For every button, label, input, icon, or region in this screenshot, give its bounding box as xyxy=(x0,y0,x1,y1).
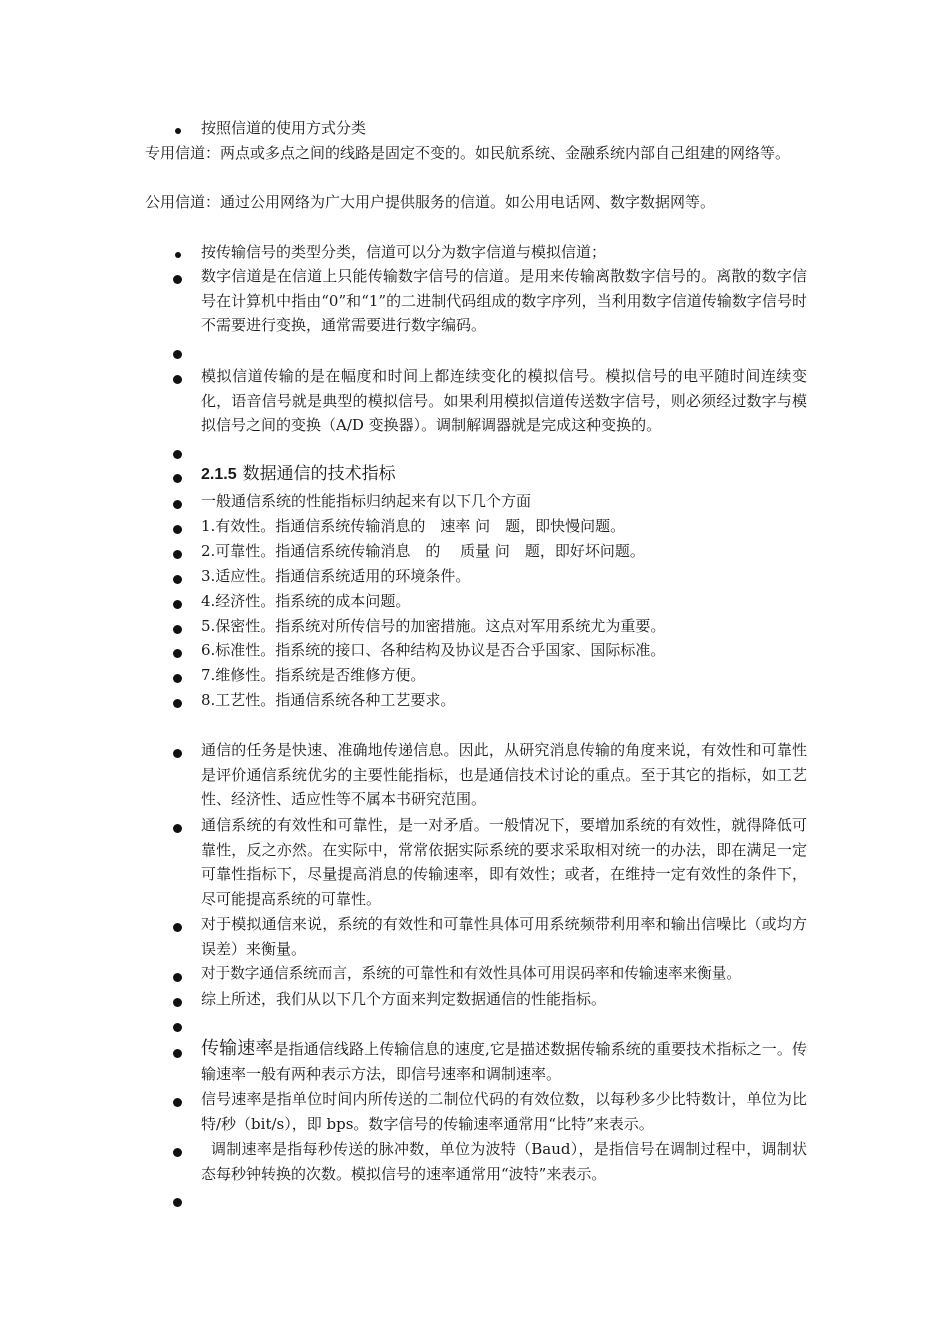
list-item xyxy=(0,688,950,713)
bullet-icon xyxy=(173,375,182,384)
heading-number: 2.1.5 xyxy=(201,466,237,483)
indicator-item: 3.适应性。指通信系统适用的环境条件。 xyxy=(201,567,471,585)
bullet-icon xyxy=(173,525,182,534)
signal-type-text: 按传输信号的类型分类，信道可以分为数字信道与模拟信道； xyxy=(201,243,607,261)
bullet-icon xyxy=(173,500,182,509)
list-item xyxy=(0,264,950,339)
list-item xyxy=(0,539,950,564)
bullet-icon xyxy=(173,575,182,584)
list-item xyxy=(0,912,950,962)
bullet-icon xyxy=(173,649,182,658)
bullet-icon xyxy=(173,275,182,284)
bullet-icon xyxy=(173,1023,182,1032)
analog-channel-text: 模拟信道传输的是在幅度和时间上都连续变化的模拟信号。模拟信号的电平随时间连续变化，语音信号就是典型的模拟信号。如果利用模拟信道传送数字信号，则必须经过数字与模拟信号之间的变换（A/D 变换器）。调制解调器就是完成这种变换的。 xyxy=(201,367,807,434)
bullet-icon xyxy=(175,252,181,258)
bullet-icon xyxy=(175,128,181,134)
discussion-paragraph: 通信的任务是快速、准确地传递信息。因此，从研究消息传输的角度来说，有效性和可靠性是评价通信系统优劣的主要性能指标，也是通信技术讨论的重点。至于其它的指标，如工艺性、经济性、适应性等不属本书研究范围。 xyxy=(201,741,807,808)
indicators-intro: 一般通信系统的性能指标归纳起来有以下几个方面 xyxy=(201,492,532,510)
list-item xyxy=(0,564,950,589)
indicator-item: 4.经济性。指系统的成本问题。 xyxy=(201,592,411,610)
list-item xyxy=(0,489,950,514)
bullet-icon xyxy=(173,350,182,359)
bullet-icon xyxy=(173,1198,182,1207)
digital-channel-text: 数字信道是在信道上只能传输数字信号的信道。是用来传输离散数字信号的。离散的数字信号在计算机中指由“0”和“1”的二进制代码组成的数字序列，当利用数字信道传输数字信号时不需要进行变换，通常需要进行数字编码。 xyxy=(201,267,807,334)
list-item xyxy=(0,962,950,987)
paragraph-dedicated-channel: 专用信道：两点或多点之间的线路是固定不变的。如民航系统、金融系统内部自己组建的网络等。 xyxy=(145,144,791,162)
bullet-icon xyxy=(173,699,182,708)
list-item xyxy=(0,663,950,688)
bullet-icon xyxy=(173,1148,182,1157)
bullet-icon xyxy=(173,1098,182,1107)
indicator-item: 2.可靠性。指通信系统传输消息 的 质量 问 题，即好坏问题。 xyxy=(201,542,645,560)
bullet-icon xyxy=(173,625,182,634)
section-heading xyxy=(0,462,950,488)
list-item xyxy=(0,614,950,639)
heading-title: 数据通信的技术指标 xyxy=(242,464,396,484)
empty-list-item xyxy=(0,439,950,464)
heading-line xyxy=(201,462,807,488)
empty-list-item xyxy=(0,1187,950,1212)
bullet-title: 按照信道的使用方式分类 xyxy=(201,119,367,137)
discussion-paragraph: 对于数字通信系统而言，系统的可靠性和有效性具体可用误码率和传输速率来衡量。 xyxy=(201,965,741,982)
list-item xyxy=(0,1087,950,1137)
modulation-rate-text: 调制速率是指每秒传送的脉冲数，单位为波特（Baud），是指信号在调制过程中，调制状态每秒钟转换的次数。模拟信号的速率通常用“波特”来表示。 xyxy=(201,1140,807,1183)
bullet-icon xyxy=(173,749,182,758)
bullet-icon xyxy=(173,998,182,1007)
list-item xyxy=(0,240,950,265)
bullet-icon xyxy=(173,450,182,459)
empty-list-item xyxy=(0,339,950,364)
list-item xyxy=(0,987,950,1012)
bullet-icon xyxy=(173,973,182,982)
bullet-icon xyxy=(173,550,182,559)
list-item xyxy=(0,638,950,663)
indicator-item: 5.保密性。指系统对所传信号的加密措施。这点对军用系统尤为重要。 xyxy=(201,617,666,635)
discussion-paragraph: 对于模拟通信来说，系统的有效性和可靠性具体可用系统频带利用率和输出信噪比（或均方误差）来衡量。 xyxy=(201,915,807,958)
indicator-item: 8.工艺性。指通信系统各种工艺要求。 xyxy=(201,691,456,709)
bullet-icon xyxy=(173,474,182,483)
bullet-icon xyxy=(173,600,182,609)
list-item xyxy=(0,116,950,141)
list-item xyxy=(0,738,950,813)
rate-definition xyxy=(201,1037,807,1086)
list-item xyxy=(0,1037,950,1087)
indicator-item: 6.标准性。指系统的接口、各种结构及协议是否合乎国家、国际标准。 xyxy=(201,641,666,659)
signal-rate-text: 信号速率是指单位时间内所传送的二制位代码的有效位数，以每秒多少比特数计，单位为比特/秒（bit/s），即 bps。数字信号的传输速率通常用“比特”来表示。 xyxy=(201,1090,807,1133)
list-item xyxy=(0,1137,950,1187)
bullet-icon xyxy=(173,674,182,683)
bullet-icon xyxy=(173,824,182,833)
rate-definition-text: 是指通信线路上传输信息的速度,它是描述数据传输系统的重要技术指标之一。传输速率一般有两种表示方法，即信号速率和调制速率。 xyxy=(201,1040,807,1083)
rate-term: 传输速率 xyxy=(201,1038,274,1059)
indicator-item: 1.有效性。指通信系统传输消息的 速率 问 题，即快慢问题。 xyxy=(201,517,626,535)
list-item xyxy=(0,364,950,439)
list-item xyxy=(0,514,950,539)
bullet-icon xyxy=(173,923,182,932)
list-item xyxy=(0,589,950,614)
discussion-paragraph: 综上所述，我们从以下几个方面来判定数据通信的性能指标。 xyxy=(201,990,607,1008)
indicator-item: 7.维修性。指系统是否维修方便。 xyxy=(201,666,426,684)
empty-list-item xyxy=(0,1012,950,1037)
list-item xyxy=(0,813,950,913)
bullet-icon xyxy=(173,1049,182,1058)
discussion-paragraph: 通信系统的有效性和可靠性，是一对矛盾。一般情况下，要增加系统的有效性，就得降低可靠性，反之亦然。在实际中，常常依据实际系统的要求采取相对统一的办法，即在满足一定可靠性指标下，尽量提高消息的传输速率，即有效性；或者，在维持一定有效性的条件下，尽可能提高系统的可靠性。 xyxy=(201,816,807,908)
paragraph-public-channel: 公用信道：通过公用网络为广大用户提供服务的信道。如公用电话网、数字数据网等。 xyxy=(145,193,716,211)
